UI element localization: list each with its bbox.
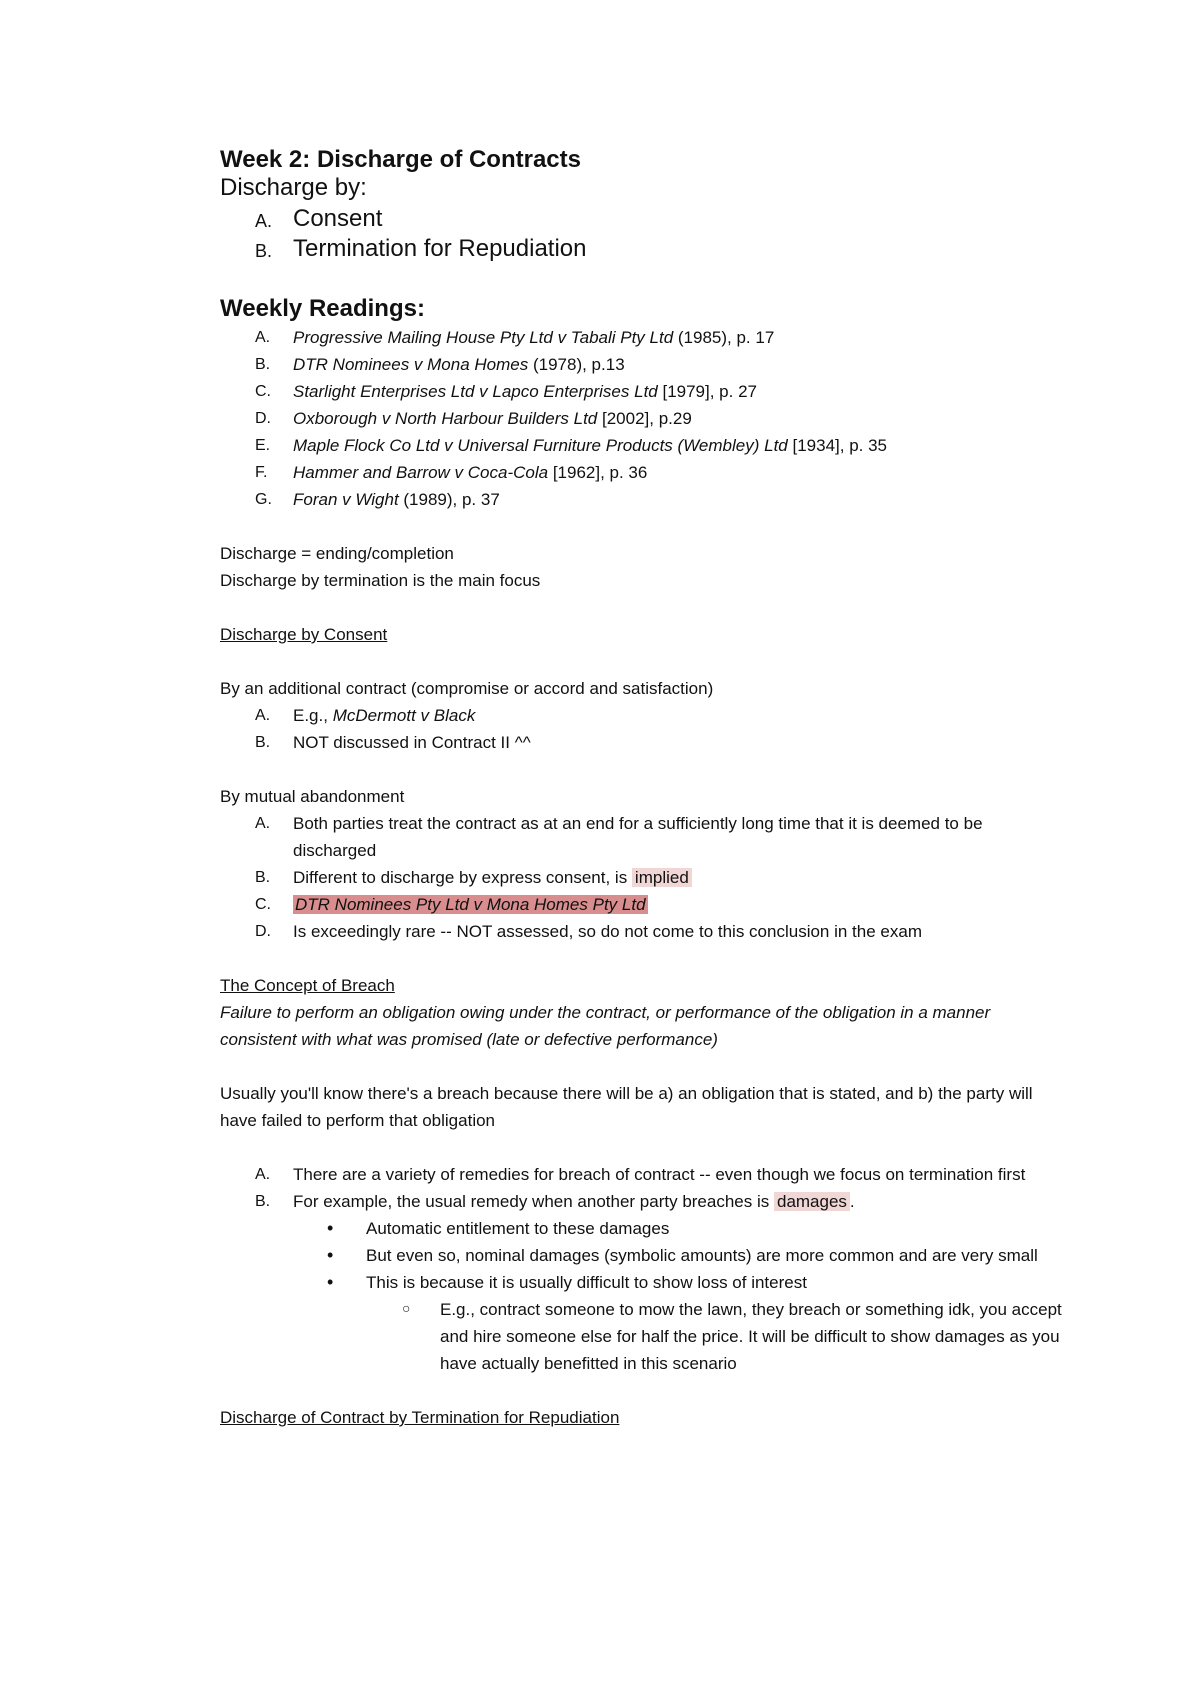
termination-heading: Discharge of Contract by Termination for Repudiation [220,1408,620,1427]
reading-item: F. Hammer and Barrow v Coca-Cola [1962], p. 36 [255,463,648,482]
bullet-item: • But even so, nominal damages (symbolic amounts) are more common and are very small [220,1242,1070,1269]
additional-contract-label: By an additional contract (compromise or accord and satisfaction) [220,679,714,698]
reading-item: E. Maple Flock Co Ltd v Universal Furniture Products (Wembley) Ltd [1934], p. 35 [255,436,888,455]
list-item: C. DTR Nominees Pty Ltd v Mona Homes Pty Ltd [255,895,646,914]
definition-line: Discharge = ending/completion [220,544,454,563]
reading-item: D. Oxborough v North Harbour Builders Ltd [2002], p.29 [255,409,692,428]
list-item: A. E.g., McDermott v Black [255,706,476,725]
reading-item: G. Foran v Wight (1989), p. 37 [255,490,500,509]
hollow-bullet-icon: ○ [402,1300,411,1316]
bullet-icon: • [327,1218,334,1238]
page-title: Week 2: Discharge of Contracts [220,146,581,173]
highlight-case: DTR Nominees Pty Ltd v Mona Homes Pty Ltd [295,895,646,914]
mutual-abandonment-label: By mutual abandonment [220,787,405,806]
list-item: A. There are a variety of remedies for breach of contract -- even though we focus on termination first [255,1165,1026,1184]
damages-bullets [220,1215,1070,1296]
bullet-icon: • [327,1245,334,1265]
breach-heading: The Concept of Breach [220,976,395,995]
breach-usually: Usually you'll know there's a breach because there will be a) an obligation that is stated, and b) the party will have failed to perform that obligation [220,1084,1033,1130]
reading-item: A. Progressive Mailing House Pty Ltd v Tabali Pty Ltd (1985), p. 17 [255,328,775,347]
discharge-by-label: Discharge by: [220,174,367,201]
list-item: B. For example, the usual remedy when another party breaches is damages . [255,1192,855,1211]
consent-heading: Discharge by Consent [220,625,388,644]
bullet-icon: • [327,1272,334,1292]
breach-definition: Failure to perform an obligation owing under the contract, or performance of the obligation in a manner consistent with what was promised (late or defective performance) [220,1003,991,1049]
additional-contract-list [220,702,1070,756]
sub-bullet-item: ○ E.g., contract someone to mow the lawn, they breach or something idk, you accept and hire someone else for half the price. It will be difficult to show damages as you have actually benefitted in this scenario [220,1296,1070,1377]
reading-item: B. DTR Nominees v Mona Homes (1978), p.13 [255,355,625,374]
bullet-item: • Automatic entitlement to these damages [220,1215,1070,1242]
document-body [220,146,1070,1431]
reading-item: C. Starlight Enterprises Ltd v Lapco Enterprises Ltd [1979], p. 27 [255,382,757,401]
highlight-implied: implied [632,868,692,887]
list-item: B. Termination for Repudiation [255,235,587,262]
list-item: A. Consent [255,205,383,232]
readings-list [220,324,1070,513]
readings-heading: Weekly Readings: [220,295,425,322]
list-item: D. Is exceedingly rare -- NOT assessed, so do not come to this conclusion in the exam [255,922,922,941]
mutual-abandonment-list [220,810,1070,945]
list-item: B. NOT discussed in Contract II ^^ [255,733,531,752]
highlight-damages: damages [774,1192,850,1211]
focus-line: Discharge by termination is the main focus [220,571,541,590]
remedies-list [220,1161,1070,1215]
discharge-by-list [220,204,1070,264]
list-item: B. Different to discharge by express consent, is implied [220,864,1070,891]
example-subbullets [220,1296,1070,1377]
list-item: A. Both parties treat the contract as at an end for a sufficiently long time that it is deemed to be discharged [255,814,983,860]
bullet-item: • This is because it is usually difficult to show loss of interest [220,1269,1070,1296]
